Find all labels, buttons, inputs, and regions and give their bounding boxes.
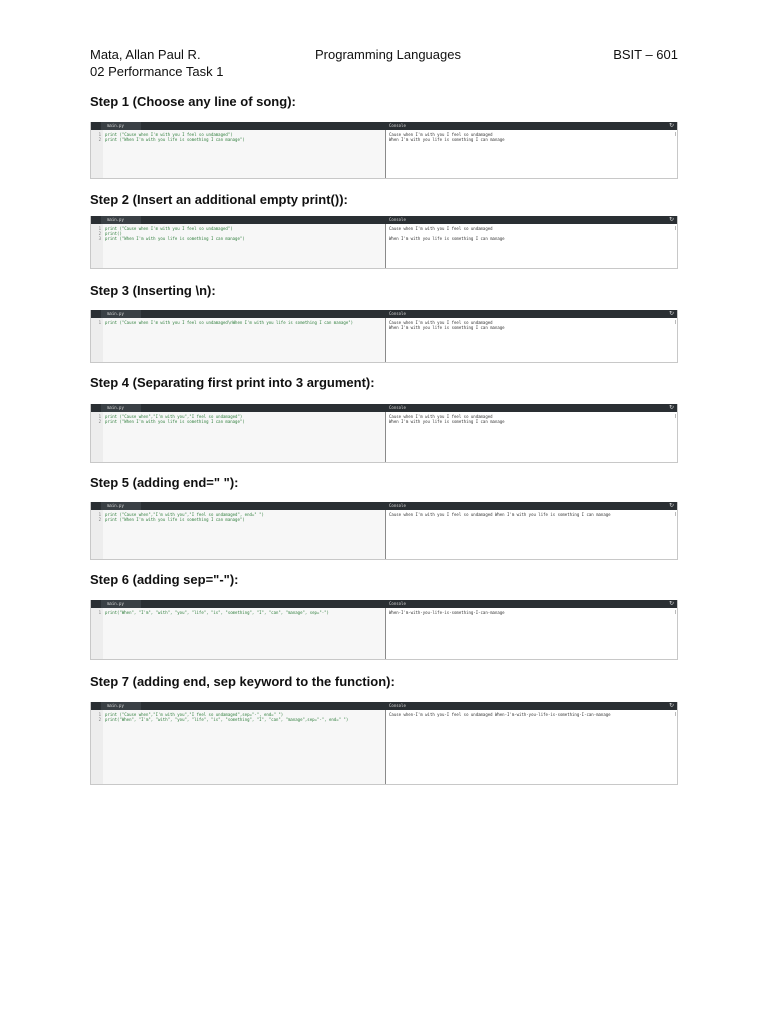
ide-screenshot bbox=[90, 310, 678, 363]
ide-toolbar bbox=[91, 502, 677, 510]
console-output-line: Cause when-I'm with you-I feel so undamaged When-I'm-with-you-life-is-something-I-can-manage bbox=[389, 712, 611, 717]
code-line bbox=[91, 610, 385, 615]
ide-screenshot bbox=[90, 216, 678, 269]
file-tab: main.py bbox=[101, 404, 141, 412]
code-editor bbox=[91, 412, 385, 462]
console-output-line: Cause when I'm with you I feel so undamaged bbox=[389, 414, 493, 419]
console-output bbox=[389, 712, 673, 717]
console-scrollbar bbox=[675, 712, 676, 716]
author-block bbox=[90, 46, 223, 80]
console-output-line: Cause when I'm with you I feel so undamaged bbox=[389, 226, 493, 231]
file-tab: main.py bbox=[101, 702, 141, 710]
console-scrollbar bbox=[675, 610, 676, 614]
console-tab: Console bbox=[389, 601, 406, 606]
line-number: 1 bbox=[98, 512, 101, 517]
ide-toolbar bbox=[91, 310, 677, 318]
console-output bbox=[389, 132, 673, 142]
section-name: BSIT – 601 bbox=[613, 47, 678, 62]
file-tab: main.py bbox=[101, 216, 141, 224]
line-gutter bbox=[91, 608, 103, 659]
document-header bbox=[90, 46, 678, 84]
refresh-icon: ↻ bbox=[668, 703, 674, 709]
code-editor bbox=[91, 510, 385, 559]
code-text: print() bbox=[105, 231, 122, 236]
refresh-icon: ↻ bbox=[668, 217, 674, 223]
line-number: 2 bbox=[98, 717, 101, 722]
code-block bbox=[91, 320, 385, 325]
step-title: Step 3 (Inserting \n): bbox=[90, 283, 216, 298]
console-output-line: Cause when I'm with you I feel so undamaged When I'm with you life is something I can manage bbox=[389, 512, 611, 517]
code-text: print("When", "I'm", "with", "you", "life", "is", "something", "I", "can", "manage", sep="-") bbox=[105, 610, 329, 615]
console-scrollbar bbox=[675, 414, 676, 418]
console-tab: Console bbox=[389, 123, 406, 128]
code-text: print ("When I'm with you life is something I can manage") bbox=[105, 236, 245, 241]
line-number: 1 bbox=[98, 610, 101, 615]
console-scrollbar bbox=[675, 512, 676, 516]
console-scrollbar bbox=[675, 226, 676, 230]
code-editor bbox=[91, 608, 385, 659]
console-tab: Console bbox=[389, 311, 406, 316]
console-output bbox=[389, 320, 673, 330]
code-text: print ("Cause when I'm with you I feel so undamaged") bbox=[105, 226, 233, 231]
console-output bbox=[389, 512, 673, 517]
code-line bbox=[91, 137, 385, 142]
ide-screenshot bbox=[90, 404, 678, 463]
ide-toolbar bbox=[91, 702, 677, 710]
code-line bbox=[91, 717, 385, 722]
ide-screenshot bbox=[90, 502, 678, 560]
code-text: print ("Cause when I'm with you I feel so undamaged") bbox=[105, 132, 233, 137]
code-line bbox=[91, 236, 385, 241]
console-panel bbox=[386, 608, 677, 659]
code-text: print("When", "I'm", "with", "you", "life", "is", "something", "I", "can", "manage",sep="-", end=" ") bbox=[105, 717, 349, 722]
console-panel bbox=[386, 710, 677, 784]
code-text: print ("Cause when","I'm with you","I feel so undamaged",sep="-", end=" ") bbox=[105, 712, 284, 717]
console-panel bbox=[386, 130, 677, 178]
code-text: print ("Cause when","I'm with you","I feel so undamaged", end=" ") bbox=[105, 512, 264, 517]
code-editor bbox=[91, 224, 385, 268]
ide-toolbar bbox=[91, 122, 677, 130]
step-title: Step 6 (adding sep="-"): bbox=[90, 572, 239, 587]
code-block bbox=[91, 132, 385, 142]
code-text: print ("When I'm with you life is something I can manage") bbox=[105, 137, 245, 142]
author-name: Mata, Allan Paul R. bbox=[90, 47, 201, 62]
console-output-line: When I'm with you life is something I can manage bbox=[389, 137, 505, 142]
line-number: 1 bbox=[98, 320, 101, 325]
code-line bbox=[91, 517, 385, 522]
code-block bbox=[91, 226, 385, 241]
code-block bbox=[91, 414, 385, 424]
step-title: Step 7 (adding end, sep keyword to the function): bbox=[90, 674, 395, 689]
code-block bbox=[91, 512, 385, 522]
console-panel bbox=[386, 510, 677, 559]
console-output-line: Cause when I'm with you I feel so undamaged bbox=[389, 320, 493, 325]
file-tab: main.py bbox=[101, 122, 141, 130]
console-output bbox=[389, 414, 673, 424]
console-scrollbar bbox=[675, 320, 676, 324]
ide-toolbar bbox=[91, 404, 677, 412]
console-panel bbox=[386, 318, 677, 362]
ide-screenshot bbox=[90, 702, 678, 785]
ide-screenshot bbox=[90, 122, 678, 179]
console-output-line: Cause when I'm with you I feel so undamaged bbox=[389, 132, 493, 137]
console-tab: Console bbox=[389, 703, 406, 708]
console-tab: Console bbox=[389, 405, 406, 410]
line-number: 2 bbox=[98, 419, 101, 424]
code-text: print ("Cause when","I'm with you","I feel so undamaged") bbox=[105, 414, 243, 419]
code-line bbox=[91, 320, 385, 325]
ide-toolbar bbox=[91, 216, 677, 224]
step-title: Step 2 (Insert an additional empty print()): bbox=[90, 192, 348, 207]
console-panel bbox=[386, 224, 677, 268]
ide-toolbar bbox=[91, 600, 677, 608]
code-editor bbox=[91, 710, 385, 784]
line-number: 2 bbox=[98, 231, 101, 236]
code-block bbox=[91, 610, 385, 615]
code-block bbox=[91, 712, 385, 722]
step-title: Step 5 (adding end=" "): bbox=[90, 475, 239, 490]
file-tab: main.py bbox=[101, 502, 141, 510]
refresh-icon: ↻ bbox=[668, 503, 674, 509]
console-output-line: When I'm with you life is something I can manage bbox=[389, 419, 505, 424]
console-panel bbox=[386, 412, 677, 462]
code-text: print ("When I'm with you life is something I can manage") bbox=[105, 419, 245, 424]
file-tab: main.py bbox=[101, 600, 141, 608]
console-tab: Console bbox=[389, 503, 406, 508]
refresh-icon: ↻ bbox=[668, 601, 674, 607]
ide-screenshot bbox=[90, 600, 678, 660]
line-number: 1 bbox=[98, 132, 101, 137]
line-number: 1 bbox=[98, 712, 101, 717]
file-tab: main.py bbox=[101, 310, 141, 318]
console-output-line: When I'm with you life is something I can manage bbox=[389, 325, 505, 330]
line-number: 2 bbox=[98, 137, 101, 142]
code-line bbox=[91, 419, 385, 424]
step-title: Step 1 (Choose any line of song): bbox=[90, 94, 296, 109]
console-output bbox=[389, 610, 673, 615]
console-output bbox=[389, 226, 673, 241]
task-name: 02 Performance Task 1 bbox=[90, 64, 224, 79]
code-editor bbox=[91, 318, 385, 362]
line-number: 2 bbox=[98, 517, 101, 522]
code-editor bbox=[91, 130, 385, 178]
line-number: 1 bbox=[98, 414, 101, 419]
console-tab: Console bbox=[389, 217, 406, 222]
refresh-icon: ↻ bbox=[668, 123, 674, 129]
console-scrollbar bbox=[675, 132, 676, 136]
line-number: 3 bbox=[98, 236, 101, 241]
refresh-icon: ↻ bbox=[668, 405, 674, 411]
subject-name: Programming Languages bbox=[315, 47, 461, 62]
console-output-line: When I'm with you life is something I can manage bbox=[389, 236, 505, 241]
code-text: print ("When I'm with you life is something I can manage") bbox=[105, 517, 245, 522]
console-output-line: When-I'm-with-you-life-is-something-I-can-manage bbox=[389, 610, 505, 615]
refresh-icon: ↻ bbox=[668, 311, 674, 317]
step-title: Step 4 (Separating first print into 3 argument): bbox=[90, 375, 375, 390]
line-number: 1 bbox=[98, 226, 101, 231]
code-text: print ("Cause when I'm with you I feel so undamaged\nWhen I'm with you life is something I can manage") bbox=[105, 320, 354, 325]
